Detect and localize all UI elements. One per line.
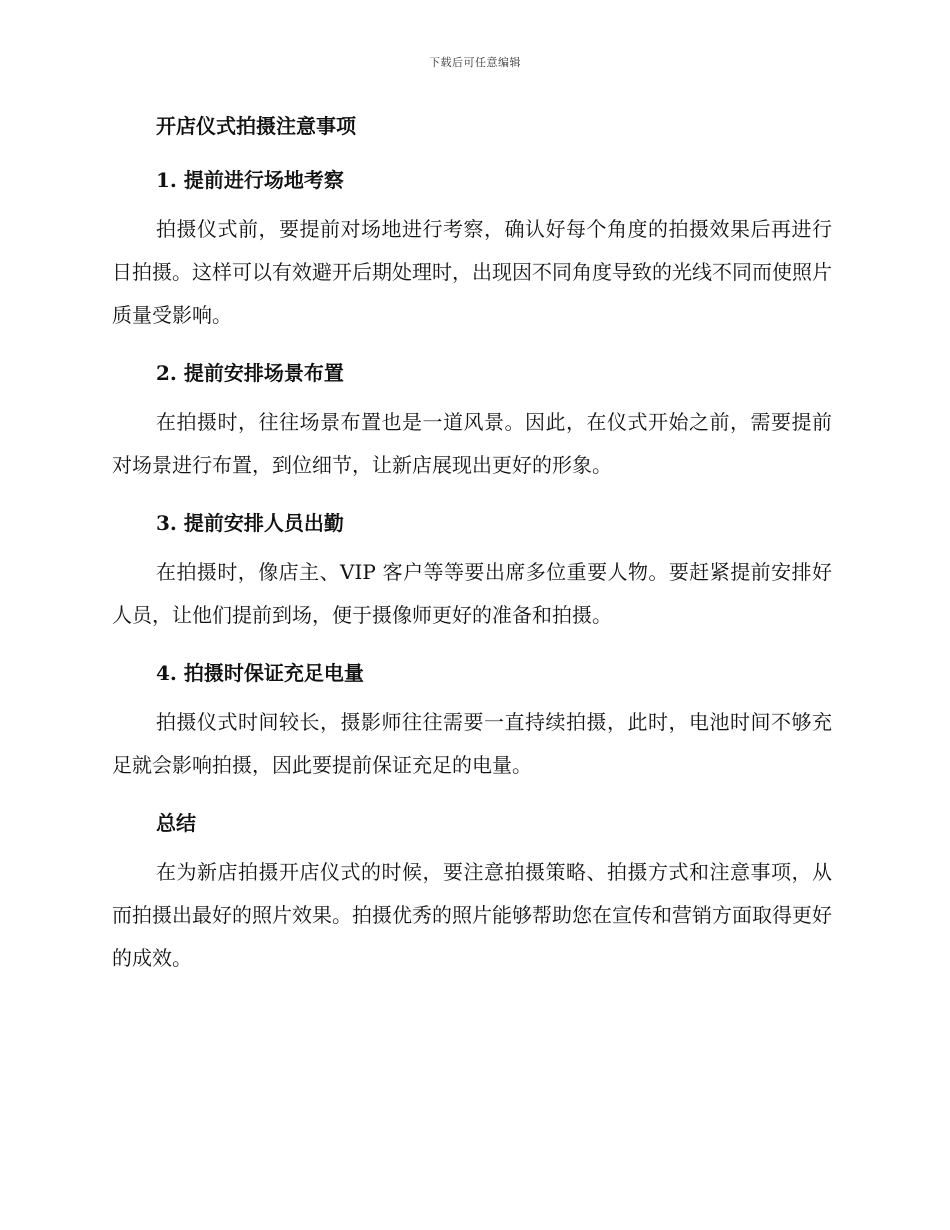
document-body [112,108,832,980]
section-paragraph-3: 在拍摄时，像店主、VIP 客户等等要出席多位重要人物。要赶紧提前安排好人员，让他们提前到场，便于摄像师更好的准备和拍摄。 [112,560,832,627]
section-paragraph-2: 在拍摄时，往往场景布置也是一道风景。因此，在仪式开始之前，需要提前对场景进行布置，到位细节，让新店展现出更好的形象。 [112,410,832,477]
section-paragraph-4: 拍摄仪式时间较长，摄影师往往需要一直持续拍摄，此时，电池时间不够充足就会影响拍摄，因此要提前保证充足的电量。 [112,710,832,777]
header-note: 下载后可任意编辑 [429,56,521,69]
summary-heading: 总结 [156,811,196,835]
document-title: 开店仪式拍摄注意事项 [156,114,356,138]
section-paragraph-1: 拍摄仪式前，要提前对场地进行考察，确认好每个角度的拍摄效果后再进行日拍摄。这样可以有效避开后期处理时，出现因不同角度导致的光线不同而使照片质量受影响。 [112,217,832,327]
section-heading-1: 1. 提前进行场地考察 [156,168,344,192]
section-heading-2: 2. 提前安排场景布置 [156,361,344,385]
section-heading-4: 4. 拍摄时保证充足电量 [156,661,364,685]
section-heading-3: 3. 提前安排人员出勤 [156,511,344,535]
summary-paragraph: 在为新店拍摄开店仪式的时候，要注意拍摄策略、拍摄方式和注意事项，从而拍摄出最好的照片效果。拍摄优秀的照片能够帮助您在宣传和营销方面取得更好的成效。 [112,860,832,970]
